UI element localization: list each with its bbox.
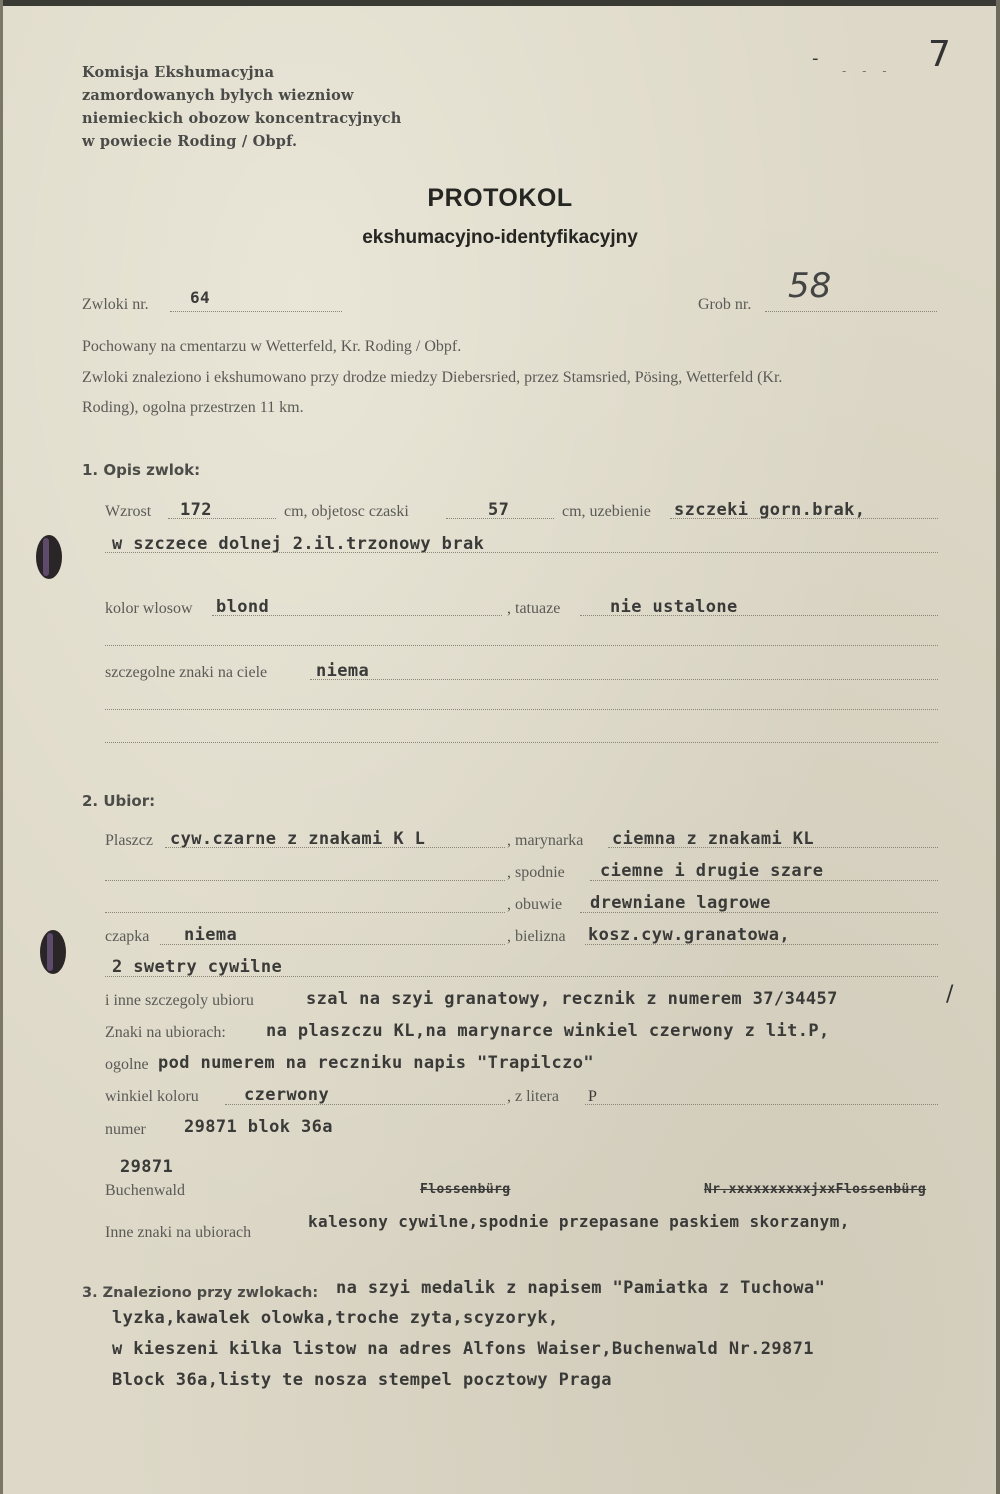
grob-value-handwritten: 58 [788,266,832,306]
found-line-4: Block 36a,listy te nosza stempel pocztowy Praga [112,1370,612,1390]
wlosy-label: kolor wlosow [105,600,193,617]
tatuaze-label: , tatuaze [507,600,561,617]
winkiel-value: czerwony [244,1085,330,1105]
buchenwald-number: 29871 [120,1157,174,1177]
blank-dotted-line-1 [105,645,938,646]
wzrost-value: 172 [180,500,212,520]
wzrost-dotted-line [168,518,276,519]
flossenburg-struck: Flossenbürg [420,1182,511,1197]
page-dash: - [812,48,819,69]
czaszka-dotted-line [446,518,554,519]
spodnie-dotted-line [590,880,938,881]
obuwie-value: drewniane lagrowe [590,893,771,913]
wlosy-value: blond [216,597,270,617]
winkiel-dotted-line [225,1104,505,1105]
scan-edge-left [0,0,3,1494]
found-line-2: lyzka,kawalek olowka,troche zyta,scyzoryk, [112,1308,559,1328]
uzebienie-value-continued: w szczece dolnej 2.il.trzonowy brak [112,534,485,554]
ogolne-value: pod numerem na reczniku napis "Trapilczo" [158,1053,595,1073]
marynarka-value: ciemna z znakami KL [612,829,815,849]
znaki-ubiory-label: Znaki na ubiorach: [105,1024,226,1041]
obuwie-label: , obuwie [507,896,563,913]
section-2-heading: 2. Ubior: [82,792,156,810]
litera-dotted-line [585,1104,938,1105]
document-subtitle: ekshumacyjno-identyfikacyjny [362,227,638,248]
czaszka-label: cm, objetosc czaski [284,503,409,520]
section-3-heading: 3. Znaleziono przy zwlokach: [82,1285,319,1301]
scan-edge-top [0,0,1000,6]
intro-line-1: Pochowany na cmentarzu w Wetterfeld, Kr. Roding / Obpf. [82,338,462,355]
znaki-ubiory-value: na plaszczu KL,na marynarce winkiel czerwony z lit.P, [266,1021,830,1041]
found-line-3: w kieszeni kilka listow na adres Alfons Waiser,Buchenwald Nr.29871 [112,1339,814,1359]
zwloki-value: 64 [190,288,211,307]
intro-line-3: Roding), ogolna przestrzen 11 km. [82,399,304,416]
plaszcz-value: cyw.czarne z znakami K L [170,829,426,849]
bielizna-value: kosz.cyw.granatowa, [588,925,791,945]
czapka-label: czapka [105,928,150,945]
obuwie-dotted-line [580,912,938,913]
header-line-4: w powiecie Roding / Obpf. [82,133,298,150]
znaki-cialo-value: niema [316,661,370,681]
litera-value: P [588,1088,597,1105]
section-1-heading: 1. Opis zwlok: [82,461,201,479]
blank-dotted-line-3 [105,742,938,743]
handwritten-slash-mark: / [946,982,954,1007]
inne-szczegoly-label: i inne szczegoly ubioru [105,992,254,1009]
extra-clothing-value: 2 swetry cywilne [112,957,283,977]
wlosy-dotted-line [212,615,502,616]
czapka-value: niema [184,925,238,945]
spodnie-value: ciemne i drugie szare [600,861,824,881]
zwloki-label: Zwloki nr. [82,296,149,313]
page-dash-dotted: - - - [842,64,893,78]
ogolne-label: ogolne [105,1056,149,1073]
tatuaze-value: nie ustalone [610,597,738,617]
bielizna-label: , bielizna [507,928,566,945]
extra-clothing-dotted-line [105,976,938,977]
uzebienie-label: cm, uzebienie [562,503,651,520]
punch-hole-top [36,535,62,579]
spodnie-label: , spodnie [507,864,565,881]
scan-edge-right [996,0,1000,1494]
numer-value: 29871 blok 36a [184,1117,333,1137]
czapka-dotted-line [160,944,505,945]
marynarka-label: , marynarka [507,832,584,849]
tatuaze-dotted-line [580,615,938,616]
punch-hole-bottom [40,930,66,974]
znaki-cialo-dotted-line [310,679,938,680]
marynarka-dotted-line [608,847,938,848]
czaszka-value: 57 [488,500,510,520]
znaki-cialo-label: szczegolne znaki na ciele [105,664,268,681]
uzebienie-dotted-line [670,518,938,519]
zwloki-dotted-line [170,311,342,312]
buchenwald-label: Buchenwald [105,1182,185,1199]
intro-line-2: Zwloki znaleziono i ekshumowano przy drodze miedzy Diebersried, przez Stamsried, Pösing, Wetterfeld (Kr. [82,369,783,386]
wzrost-label: Wzrost [105,503,152,520]
page-number: 7 [928,34,951,75]
header-line-3: niemieckich obozow koncentracyjnych [82,110,402,127]
litera-label: , z litera [507,1088,559,1105]
winkiel-label: winkiel koloru [105,1088,199,1105]
plaszcz-dotted-line [165,847,505,848]
plaszcz-label: Plaszcz [105,832,153,849]
inne-znaki-value: kalesony cywilne,spodnie przepasane paskiem skorzanym, [308,1212,850,1231]
found-line-1: na szyi medalik z napisem "Pamiatka z Tuchowa" [336,1278,826,1298]
blank-dotted-line-5 [105,912,505,913]
flossenburg-long-struck: Nr.xxxxxxxxxxjxxFlossenbürg [704,1182,927,1197]
header-line-1: Komisja Ekshumacyjna [82,64,275,81]
grob-dotted-line [765,311,937,312]
numer-label: numer [105,1121,146,1138]
grob-label: Grob nr. [698,296,752,313]
inne-znaki-label: Inne znaki na ubiorach [105,1224,252,1241]
uzebienie-dotted-line-2 [105,552,938,553]
blank-dotted-line-2 [105,709,938,710]
bielizna-dotted-line [585,944,938,945]
document-title: PROTOKOL [427,184,573,212]
header-line-2: zamordowanych bylych wiezniow [82,87,354,104]
inne-szczegoly-value: szal na szyi granatowy, recznik z numerem 37/34457 [306,989,838,1009]
uzebienie-value: szczeki gorn.brak, [674,500,866,520]
blank-dotted-line-4 [105,880,505,881]
